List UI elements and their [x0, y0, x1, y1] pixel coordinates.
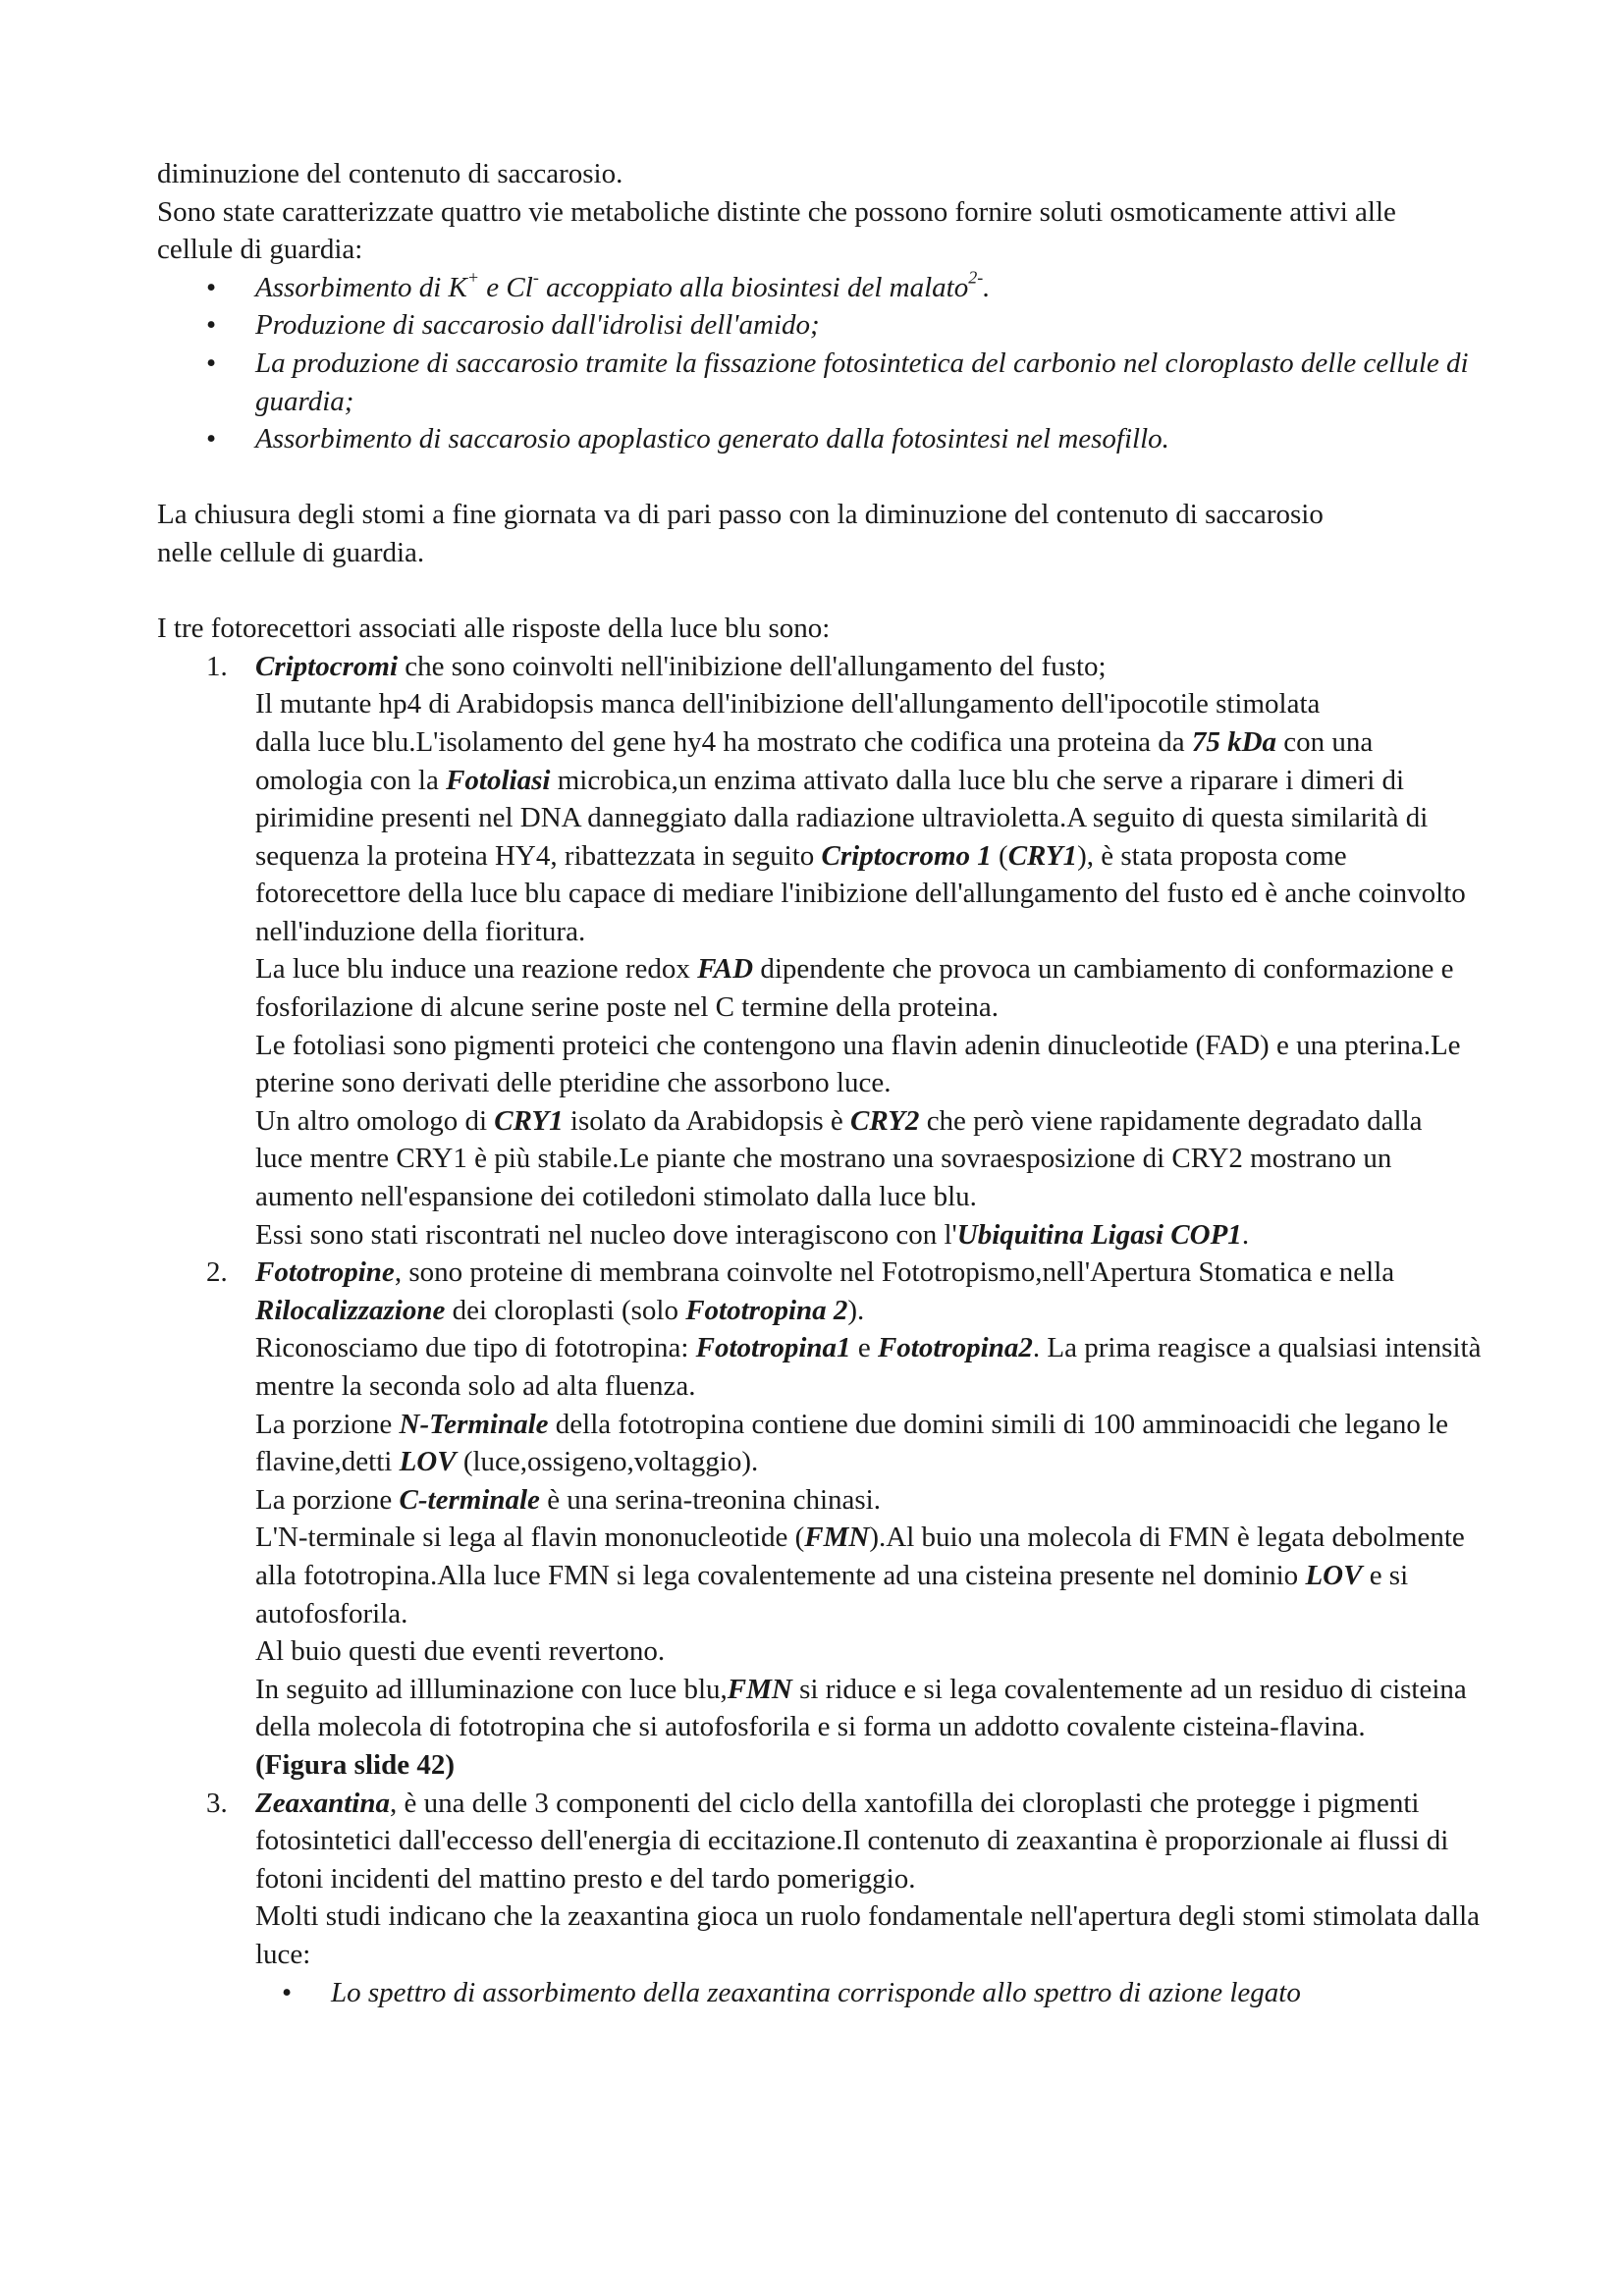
zeaxantina-bullets: [255, 1974, 1492, 2012]
list-item: • La produzione di saccarosio tramite la fissazione fotosintetica del carbonio nel cloroplasto delle cellule di guardia;: [157, 345, 1483, 420]
list-item-fototropine: 2. Fototropine, sono proteine di membrana coinvolte nel Fototropismo,nell'Apertura Stomatica e nella Rilocalizzazione dei cloroplasti (solo Fototropina 2). Riconosciamo due tipo di fototropina: Fototropina1 e Fototropina2. La prima reagisce a qualsiasi intensità mentre la seconda solo ad alta fluenza. La porzione N-Terminale della fototropina contiene due domini simili di 100 amminoacidi che legano le flavine,detti LOV (luce,ossigeno,voltaggio). La porzione C-terminale è una serina-treonina chinasi. L'N-terminale si lega al flavin mononucleotide (FMN).Al buio una molecola di FMN è legata debolmente alla fototropina.Alla luce FMN si lega covalentemente ad una cisteina presente nel dominio LOV e si autofosforila. Al buio questi due eventi revertono. In seguito ad illluminazione con luce blu,FMN si riduce e si lega covalentemente ad un residuo di cisteina della molecola di fototropina che si autofosforila e si forma un addotto covalente cisteina-flavina. (Figura slide 42): [157, 1254, 1492, 1784]
intro-line-1: diminuzione del contenuto di saccarosio.: [157, 158, 623, 189]
document-page: [157, 155, 1492, 2011]
list-number: 1.: [206, 650, 228, 682]
list-item: • Assorbimento di saccarosio apoplastico generato dalla fotosintesi nel mesofillo.: [157, 420, 1492, 458]
closure-paragraph: La chiusura degli stomi a fine giornata va di pari passo con la diminuzione del contenuto di saccarosio nelle cellule di guardia.: [157, 499, 1324, 568]
photoreceptors-list: [157, 648, 1492, 2011]
pathways-list: [157, 269, 1492, 458]
figure-reference: (Figura slide 42): [255, 1748, 455, 1781]
list-number: 3.: [206, 1787, 228, 1819]
intro-line-2: Sono state caratterizzate quattro vie metaboliche distinte che possono fornire soluti osmoticamente attivi alle cellule di guardia:: [157, 195, 1396, 266]
list-item-criptocromi: 1. Criptocromi che sono coinvolti nell'inibizione dell'allungamento del fusto; Il mutante hp4 di Arabidopsis manca dell'inibizione dell'allungamento dell'ipocotile stimolata dalla luce blu.L'isolamento del gene hy4 ha mostrato che codifica una proteina da 75 kDa con una omologia con la Fotoliasi microbica,un enzima attivato dalla luce blu che serve a riparare i dimeri di pirimidine presenti nel DNA danneggiato dalla radiazione ultravioletta.A seguito di questa similarità di sequenza la proteina HY4, ribattezzata in seguito Criptocromo 1 (CRY1), è stata proposta come fotorecettore della luce blu capace di mediare l'inibizione dell'allungamento del fusto ed è anche coinvolto nell'induzione della fioritura. La luce blu induce una reazione redox FAD dipendente che provoca un cambiamento di conformazione e fosforilazione di alcune serine poste nel C termine della proteina. Le fotoliasi sono pigmenti proteici che contengono una flavin adenin dinucleotide (FAD) e una pterina.Le pterine sono derivati delle pteridine che assorbono luce. Un altro omologo di CRY1 isolato da Arabidopsis è CRY2 che però viene rapidamente degradato dalla luce mentre CRY1 è più stabile.Le piante che mostrano una sovraesposizione di CRY2 mostrano un aumento nell'espansione dei cotiledoni stimolato dalla luce blu. Essi sono stati riscontrati nel nucleo dove interagiscono con l'Ubiquitina Ligasi COP1.: [157, 648, 1492, 1255]
list-item: • Produzione di saccarosio dall'idrolisi dell'amido;: [157, 306, 1492, 345]
list-number: 2.: [206, 1256, 228, 1289]
list-item-zeaxantina: 3. Zeaxantina, è una delle 3 componenti del ciclo della xantofilla dei cloroplasti che protegge i pigmenti fotosintetici dall'eccesso dell'energia di eccitazione.Il contenuto di zeaxantina è proporzionale ai flussi di fotoni incidenti del mattino presto e del tardo pomeriggio. Molti studi indicano che la zeaxantina gioca un ruolo fondamentale nell'apertura degli stomi stimolata dalla luce: • Lo spettro di assorbimento della zeaxantina corrisponde allo spettro di azione legato: [157, 1785, 1492, 2012]
photoreceptors-intro: I tre fotorecettori associati alle risposte della luce blu sono:: [157, 613, 831, 645]
list-item: • Lo spettro di assorbimento della zeaxantina corrisponde allo spettro di azione legato: [331, 1974, 1492, 2012]
list-item: • Assorbimento di K+ e Cl- accoppiato alla biosintesi del malato$^{2-}$.: [157, 269, 1492, 307]
